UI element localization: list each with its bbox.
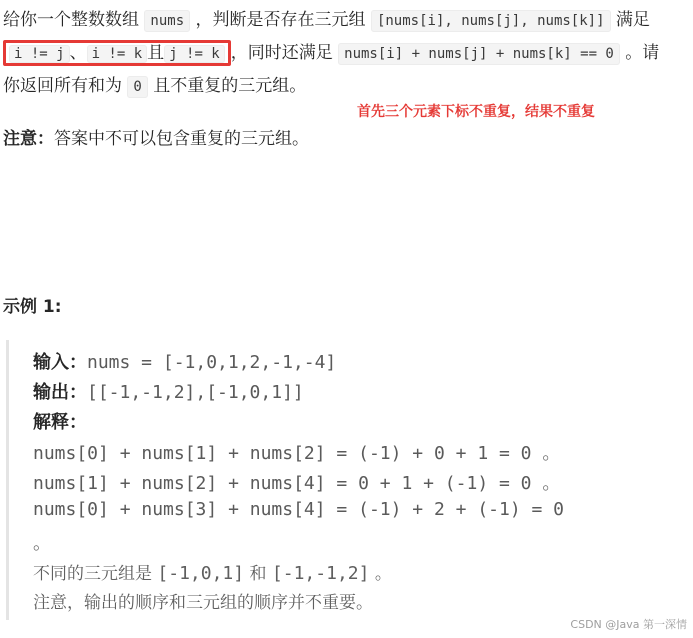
code-j-ne-k: j != k <box>164 45 225 63</box>
example-block <box>6 340 689 620</box>
problem-text-2: ，判断是否存在三元组 <box>195 10 366 30</box>
explain-line-3: nums[0] + nums[3] + nums[4] = (-1) + 2 + (-1) = 0 <box>33 499 565 520</box>
watermark: CSDN @Java 第一深情 <box>570 618 687 631</box>
order-note: 注意，输出的顺序和三元组的顺序并不重要。 <box>33 593 373 613</box>
explain-line <box>33 408 87 434</box>
input-line <box>33 348 336 374</box>
highlight-box <box>3 40 231 66</box>
distinct-suffix: 。 <box>374 564 392 584</box>
output-value: [[-1,-1,2],[-1,0,1]] <box>87 382 304 403</box>
red-annotation: 首先三个元素下标不重复，结果不重复 <box>357 104 595 120</box>
explain-line-4: 。 <box>33 533 51 554</box>
separator-1: 、 <box>69 43 87 63</box>
distinct-b: [-1,-1,2] <box>271 563 370 584</box>
distinct-a: [-1,0,1] <box>157 563 245 584</box>
distinct-and: 和 <box>249 564 267 584</box>
problem-statement <box>3 4 673 103</box>
output-label: 输出： <box>33 382 87 403</box>
code-i-ne-j: i != j <box>9 45 70 63</box>
input-label: 输入： <box>33 352 87 373</box>
separator-2: 且 <box>147 43 165 63</box>
problem-text-6: 且不重复的三元组。 <box>153 76 307 96</box>
problem-text-4: ，同时还满足 <box>230 43 333 63</box>
problem-text-3: 满足 <box>615 10 650 30</box>
explain-line-1: nums[0] + nums[1] + nums[2] = (-1) + 0 + 1 = 0 。 <box>33 443 561 464</box>
note-line <box>3 124 309 154</box>
distinct-prefix: 不同的三元组是 <box>33 564 152 584</box>
note-text: 答案中不可以包含重复的三元组。 <box>54 129 309 149</box>
code-i-ne-k: i != k <box>87 45 148 63</box>
problem-text-1: 给你一个整数数组 <box>3 10 139 30</box>
note-label: 注意： <box>3 129 54 149</box>
code-nums: nums <box>144 10 190 32</box>
explain-label: 解释： <box>33 412 87 433</box>
code-triplet: [nums[i], nums[j], nums[k]] <box>371 10 611 32</box>
distinct-line <box>33 559 392 584</box>
problem-text-5: 。请你返回所有和为 <box>3 43 660 96</box>
example-title: 示例 1: <box>3 297 62 317</box>
explain-line-2: nums[1] + nums[2] + nums[4] = 0 + 1 + (-1) = 0 。 <box>33 473 561 494</box>
input-value: nums = [-1,0,1,2,-1,-4] <box>87 352 337 373</box>
code-sum: nums[i] + nums[j] + nums[k] == 0 <box>338 43 620 65</box>
output-line <box>33 378 304 404</box>
code-zero: 0 <box>127 76 147 98</box>
